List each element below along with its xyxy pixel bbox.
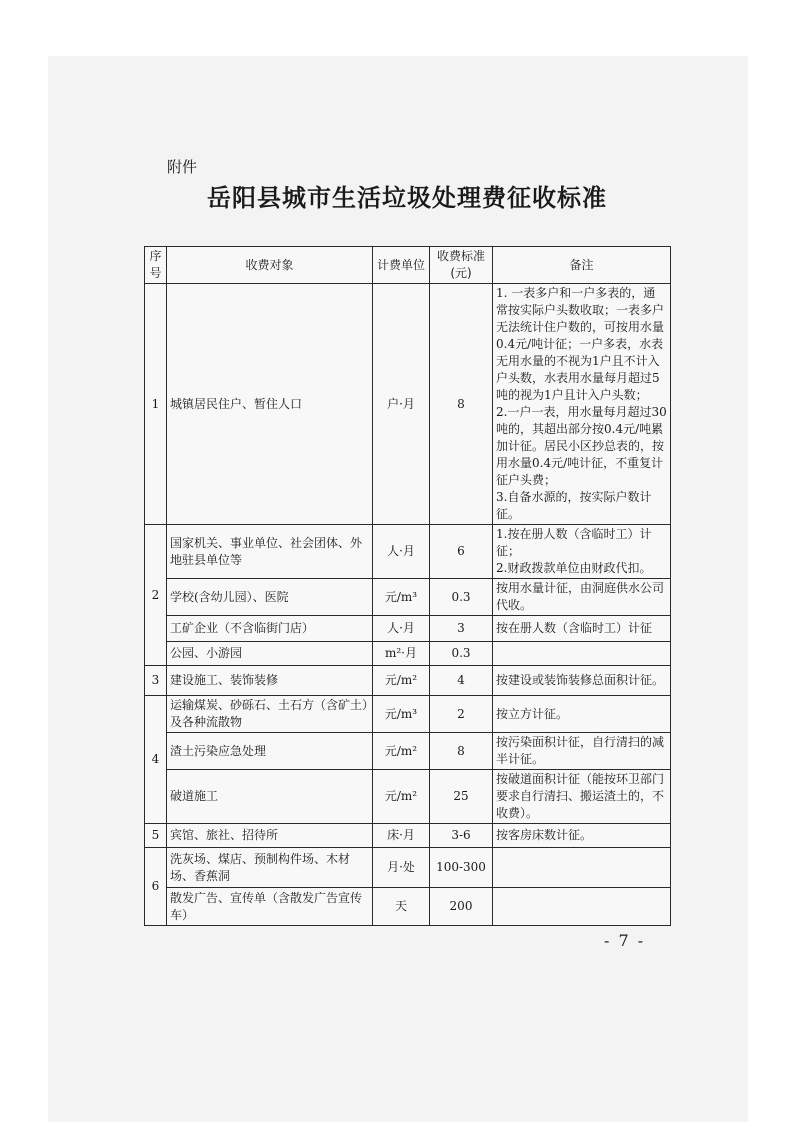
attachment-label: 附件	[167, 158, 198, 176]
cell-standard: 8	[430, 284, 493, 525]
cell-standard: 0.3	[430, 579, 493, 616]
header-standard: 收费标准(元)	[430, 247, 493, 284]
cell-standard: 3	[430, 616, 493, 642]
cell-standard: 0.3	[430, 642, 493, 666]
table-row	[145, 733, 671, 770]
cell-object: 运输煤炭、砂砾石、土石方（含矿土）及各种流散物	[167, 696, 373, 733]
cell-object: 散发广告、宣传单（含散发广告宣传车）	[167, 888, 373, 926]
cell-object: 国家机关、事业单位、社会团体、外地驻县单位等	[167, 525, 373, 579]
cell-unit: 元/m²	[373, 666, 430, 696]
table-row	[145, 666, 671, 696]
page-title: 岳阳县城市生活垃圾处理费征收标准	[207, 184, 607, 212]
cell-object: 宾馆、旅社、招待所	[167, 824, 373, 848]
table-row	[145, 642, 671, 666]
cell-unit: m²·月	[373, 642, 430, 666]
cell-unit: 人·月	[373, 525, 430, 579]
cell-seq: 5	[145, 824, 167, 848]
cell-object: 洗灰场、煤店、预制构件场、木材场、香蕉洞	[167, 848, 373, 888]
table-row	[145, 824, 671, 848]
cell-unit: 床·月	[373, 824, 430, 848]
header-note: 备注	[493, 247, 671, 284]
table-row	[145, 888, 671, 926]
cell-unit: 月·处	[373, 848, 430, 888]
cell-note: 按在册人数（含临时工）计征	[493, 616, 671, 642]
cell-note: 1. 一表多户和一户多表的，通常按实际户头数收取；一表多户无法统计住户数的，可按用水量0.4元/吨计征；一户多表，水表无用水量的不视为1户且不计入户头数，水表用水量每月超过5吨的视为1户且计入户头数； 2.一户一表，用水量每月超过30吨的，其超出部分按0.4元/吨累加计征。居民小区抄总表的，按用水量0.4元/吨计征，不重复计征户头费； 3.自备水源的，按实际户数计征。	[493, 284, 671, 525]
table-row	[145, 616, 671, 642]
cell-standard: 6	[430, 525, 493, 579]
cell-note	[493, 888, 671, 926]
cell-object: 城镇居民住户、暂住人口	[167, 284, 373, 525]
cell-object: 破道施工	[167, 770, 373, 824]
cell-note: 按客房床数计征。	[493, 824, 671, 848]
cell-object: 学校(含幼儿园）、医院	[167, 579, 373, 616]
cell-unit: 元/m³	[373, 696, 430, 733]
table-row	[145, 525, 671, 579]
header-unit: 计费单位	[373, 247, 430, 284]
cell-object: 工矿企业（不含临街门店）	[167, 616, 373, 642]
table-row	[145, 579, 671, 616]
table-header-row	[145, 247, 671, 284]
table-row	[145, 770, 671, 824]
table-row	[145, 848, 671, 888]
cell-unit: 人·月	[373, 616, 430, 642]
cell-unit: 户·月	[373, 284, 430, 525]
cell-note: 按建设或装饰装修总面积计征。	[493, 666, 671, 696]
fee-standard-table	[144, 246, 671, 926]
cell-standard: 100-300	[430, 848, 493, 888]
header-seq: 序号	[145, 247, 167, 284]
cell-note: 按立方计征。	[493, 696, 671, 733]
cell-unit: 天	[373, 888, 430, 926]
cell-standard: 8	[430, 733, 493, 770]
table-row	[145, 696, 671, 733]
cell-unit: 元/m²	[373, 733, 430, 770]
table-row	[145, 284, 671, 525]
cell-seq: 4	[145, 696, 167, 824]
cell-standard: 25	[430, 770, 493, 824]
cell-note: 1.按在册人数（含临时工）计征； 2.财政拨款单位由财政代扣。	[493, 525, 671, 579]
cell-standard: 200	[430, 888, 493, 926]
cell-object: 渣土污染应急处理	[167, 733, 373, 770]
cell-seq: 2	[145, 525, 167, 666]
cell-seq: 6	[145, 848, 167, 926]
cell-note: 按破道面积计征（能按环卫部门要求自行清扫、搬运渣土的，不收费）。	[493, 770, 671, 824]
cell-unit: 元/m²	[373, 770, 430, 824]
cell-note	[493, 848, 671, 888]
cell-standard: 4	[430, 666, 493, 696]
cell-note	[493, 642, 671, 666]
page-number: - 7 -	[604, 931, 646, 950]
header-object: 收费对象	[167, 247, 373, 284]
cell-object: 公园、小游园	[167, 642, 373, 666]
cell-note: 按污染面积计征，自行清扫的减半计征。	[493, 733, 671, 770]
cell-standard: 3-6	[430, 824, 493, 848]
cell-object: 建设施工、装饰装修	[167, 666, 373, 696]
cell-seq: 1	[145, 284, 167, 525]
cell-seq: 3	[145, 666, 167, 696]
cell-unit: 元/m³	[373, 579, 430, 616]
cell-standard: 2	[430, 696, 493, 733]
cell-note: 按用水量计征，由洞庭供水公司代收。	[493, 579, 671, 616]
